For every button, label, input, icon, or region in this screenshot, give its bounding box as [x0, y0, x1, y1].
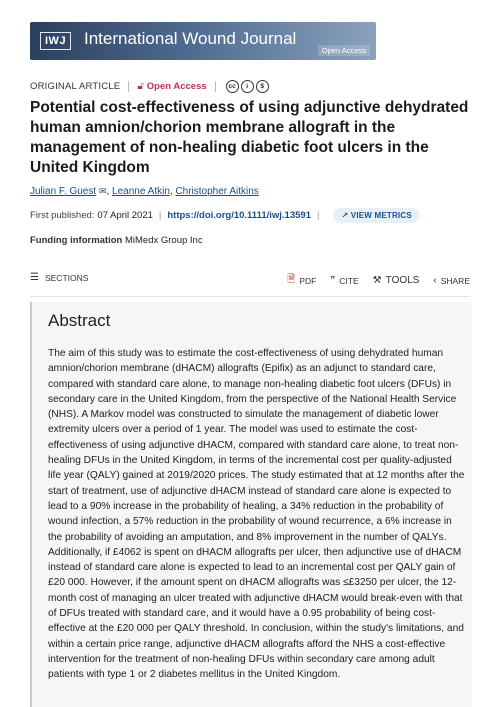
- publication-info: [30, 208, 420, 223]
- author-list: Julian F. Guest ✉, Leanne Atkin, Christopher Aitkins: [30, 186, 259, 197]
- license-icons[interactable]: [226, 80, 269, 93]
- nc-icon: $: [256, 80, 269, 93]
- tools-button[interactable]: [373, 275, 420, 286]
- share-label: SHARE: [440, 275, 470, 286]
- funding-info: [30, 235, 203, 246]
- doi-link[interactable]: https://doi.org/10.1111/iwj.13591: [167, 210, 311, 221]
- divider: [30, 296, 470, 297]
- divider: [215, 81, 216, 92]
- share-icon: ‹: [433, 275, 437, 286]
- divider: |: [316, 210, 320, 221]
- quote-icon: ”: [330, 275, 336, 286]
- by-icon: i: [241, 80, 254, 93]
- open-access-link[interactable]: Open Access: [146, 81, 207, 92]
- cc-icon: cc: [226, 80, 239, 93]
- tools-label: TOOLS: [385, 275, 420, 286]
- sections-button[interactable]: [30, 272, 88, 283]
- pdf-icon: 🗎︎: [287, 274, 296, 285]
- share-button[interactable]: [433, 275, 470, 286]
- journal-name: International Wound Journal: [84, 29, 297, 48]
- abstract-text: The aim of this study was to estimate the cost-effectiveness of using dehydrated human amnion/chorion membrane (dHACM) allografts (Epifix) as an adjunct to standard care, compared with standard care alone, to manage non-healing diabetic foot ulcers (DFUs) in secondary care in the United Kingdom, from the perspective of the National Health Service (NHS). A Markov model was constructed to simulate the management of diabetic lower extremity ulcers over a period of 1 year. The model was used to estimate the cost-effectiveness of using adjunctive dHACM, compared with standard care alone, to treat non-healing DFUs in the United Kingdom, in terms of the incremental cost per quality-adjusted life year (QALY) gained at 2019/2020 prices. The study estimated that at 12 months after the start of treatment, use of adjunctive dHACM instead of standard care alone is expected to lead to a 90% increase in the probability of healing, a 34% reduction in the probability of wound infection, a 57% reduction in the probability of wound recurrence, a 6% increase in the probability of avoiding an amputation, and 8% improvement in the number of QALYs. Additionally, if £4062 is spent on dHACM allografts per ulcer, then adjunctive use of dHACM instead of standard care alone is expected to lead to an incremental cost per QALY gain of £20 000. However, if the amount spent on dHACM allografts was ≤£3250 per ulcer, the 12-month cost of managing an ulcer treated with adjunctive dHACM would break-even with that of DFUs treated with standard care, and it would have a 0.95 probability of being cost-effective at the £20 000 per QALY threshold. In conclusion, within the study's limitations, and within a certain price range, adjunctive dHACM allografts afford the NHS a cost-effective intervention for the treatment of non-healing DFUs within secondary care among adult patients with type 1 or 2 diabetes mellitus in the United Kingdom.: [48, 348, 465, 681]
- divider: |: [158, 210, 162, 221]
- pdf-label: PDF: [299, 275, 317, 286]
- abstract-heading: Abstract: [48, 311, 111, 330]
- article-type: ORIGINAL ARTICLE: [30, 81, 121, 92]
- author-link[interactable]: Leanne Atkin: [112, 186, 170, 197]
- pdf-button[interactable]: [287, 272, 316, 289]
- abstract-section: [30, 302, 472, 707]
- list-icon: ☰: [30, 272, 39, 283]
- publication-date: 07 April 2021: [97, 210, 153, 221]
- open-lock-icon: 🔓︎: [137, 81, 144, 92]
- article-toolbar: [30, 270, 470, 286]
- funding-label: Funding information: [30, 235, 123, 246]
- article-title: Potential cost-effectiveness of using adjunctive dehydrated human amnion/chorion membrane allograft in the management of non-healing diabetic foot ulcers in the United Kingdom: [30, 99, 469, 176]
- sections-label: SECTIONS: [44, 272, 89, 283]
- author-link[interactable]: Julian F. Guest: [30, 186, 97, 197]
- divider: [128, 81, 129, 92]
- article-meta-row: [30, 80, 269, 93]
- journal-logo: IWJ: [40, 32, 71, 50]
- journal-open-access-label: Open Access: [318, 45, 370, 56]
- trend-icon: ↗: [341, 211, 349, 220]
- email-icon[interactable]: ✉: [98, 186, 107, 196]
- cite-button[interactable]: [330, 275, 358, 286]
- wrench-icon: ⚒: [372, 275, 382, 286]
- cite-label: CITE: [339, 275, 359, 286]
- funding-value: MiMedx Group Inc: [124, 235, 203, 246]
- journal-banner[interactable]: [30, 22, 376, 60]
- view-metrics-button[interactable]: [333, 208, 419, 223]
- first-published-label: First published:: [30, 210, 95, 221]
- author-link[interactable]: Christopher Aitkins: [175, 186, 259, 197]
- view-metrics-label: VIEW METRICS: [350, 211, 412, 220]
